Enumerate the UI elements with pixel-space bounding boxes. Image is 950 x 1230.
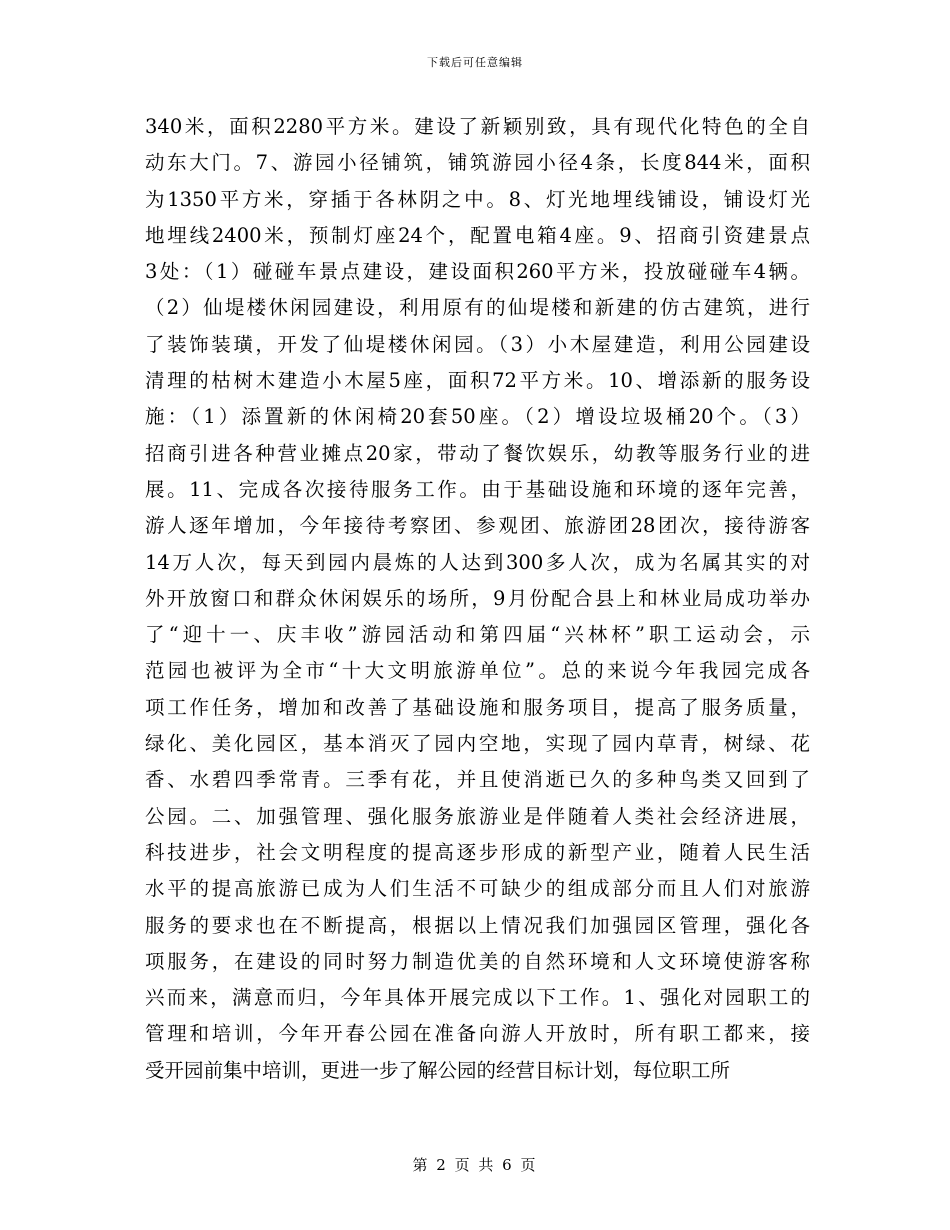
text-line: 水平的提高旅游已成为人们生活不可缺少的组成部分而且人们对旅游	[145, 877, 810, 901]
text-line: 了“迎十一、庆丰收”游园活动和第四届“兴林杯”职工运动会，示	[145, 623, 810, 647]
text-line: 范园也被评为全市“十大文明旅游单位”。总的来说今年我园完成各	[145, 659, 810, 683]
text-line: 管理和培训，今年开春公园在准备向游人开放时，所有职工都来，接	[145, 1022, 810, 1046]
text-line: 340米，面积2280平方米。建设了新颖别致，具有现代化特色的全自	[145, 115, 810, 138]
document-body	[145, 109, 810, 1089]
page-number-footer: 第 2 页 共 6 页	[412, 1156, 538, 1174]
page-header: 下载后可任意编辑	[427, 56, 523, 69]
text-line: 动东大门。7、游园小径铺筑，铺筑游园小径4条，长度844米，面积	[145, 151, 810, 175]
text-line: 清理的枯树木建造小木屋5座，面积72平方米。10、增添新的服务设	[145, 369, 810, 393]
text-line: 招商引进各种营业摊点20家，带动了餐饮娱乐，幼教等服务行业的进	[145, 441, 810, 465]
text-line: 项服务，在建设的同时努力制造优美的自然环境和人文环境使游客称	[145, 949, 810, 973]
text-line: 地埋线2400米，预制灯座24个，配置电箱4座。9、招商引资建景点	[145, 223, 810, 247]
text-line: 兴而来，满意而归，今年具体开展完成以下工作。1、强化对园职工的	[145, 986, 810, 1010]
text-line: 绿化、美化园区，基本消灭了园内空地，实现了园内草青，树绿、花	[145, 732, 810, 756]
text-line: （2）仙堤楼休闲园建设，利用原有的仙堤楼和新建的仿古建筑，进行	[145, 296, 810, 320]
text-line: 科技进步，社会文明程度的提高逐步形成的新型产业，随着人民生活	[145, 840, 810, 864]
text-line: 项工作任务，增加和改善了基础设施和服务项目，提高了服务质量，	[145, 695, 810, 719]
text-line: 外开放窗口和群众休闲娱乐的场所，9月份配合县上和林业局成功举办	[145, 586, 810, 610]
text-line: 香、水碧四季常青。三季有花，并且使消逝已久的多种鸟类又回到了	[145, 768, 810, 792]
text-line: 服务的要求也在不断提高，根据以上情况我们加强园区管理，强化各	[145, 913, 810, 937]
text-line: 了装饰装璜，开发了仙堤楼休闲园。（3）小木屋建造，利用公园建设	[145, 332, 810, 356]
text-line: 受开园前集中培训，更进一步了解公园的经营目标计划，每位职工所	[145, 1058, 731, 1082]
text-line: 游人逐年增加，今年接待考察团、参观团、旅游团28团次，接待游客	[145, 514, 810, 538]
text-line: 3处：（1）碰碰车景点建设，建设面积260平方米，投放碰碰车4辆。	[145, 260, 810, 284]
text-line: 公园。二、加强管理、强化服务旅游业是伴随着人类社会经济进展，	[145, 804, 810, 828]
text-line: 施：（1）添置新的休闲椅20套50座。（2）增设垃圾桶20个。（3）	[145, 405, 810, 429]
text-line: 14万人次，每天到园内晨炼的人达到300多人次，成为名属其实的对	[145, 550, 810, 574]
text-line: 展。11、完成各次接待服务工作。由于基础设施和环境的逐年完善，	[145, 477, 810, 501]
text-line: 为1350平方米，穿插于各林阴之中。8、灯光地埋线铺设，铺设灯光	[145, 187, 810, 211]
